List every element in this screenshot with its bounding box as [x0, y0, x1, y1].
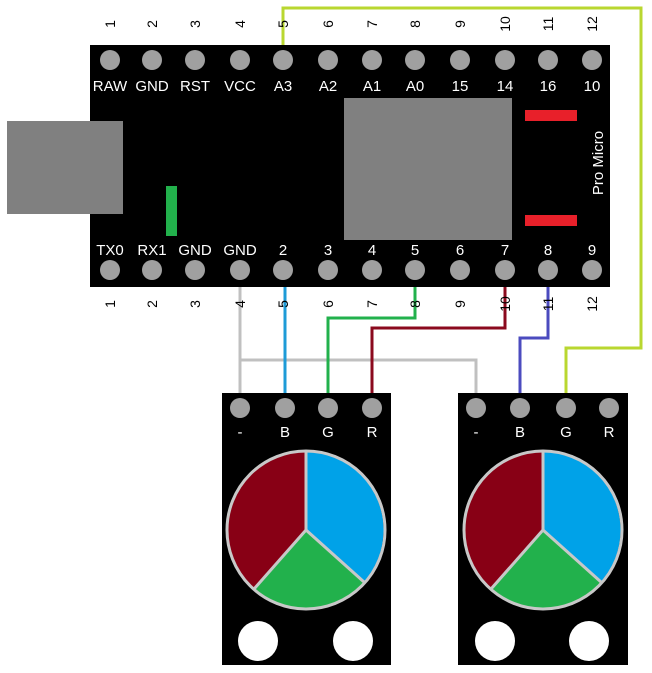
bottom-pin-label-3: GND	[178, 242, 212, 259]
top-pin-3	[185, 50, 205, 70]
top-pin-label-9: 15	[451, 78, 469, 95]
usb-connector	[7, 121, 123, 214]
top-pin-label-10: 14	[496, 78, 514, 95]
bottom-pin-number-6: 6	[320, 300, 336, 308]
bottom-pin-number-11: 11	[540, 296, 556, 312]
top-pin-label-12: 10	[583, 78, 601, 95]
jumper-pad	[166, 186, 177, 236]
top-pin-label-3: RST	[180, 78, 210, 95]
bottom-pin-label-1: TX0	[96, 242, 124, 259]
top-pin-2	[142, 50, 162, 70]
top-pin-number-10: 10	[497, 16, 513, 32]
wire-pin7-to-module1-r	[372, 270, 505, 408]
top-pin-11	[538, 50, 558, 70]
bottom-pin-label-10: 7	[500, 242, 510, 259]
bottom-pin-8	[405, 260, 425, 280]
top-pin-4	[230, 50, 250, 70]
microcontroller-chip	[344, 98, 512, 240]
bottom-pin-number-12: 12	[584, 296, 600, 312]
top-pin-6	[318, 50, 338, 70]
bottom-pin-9	[450, 260, 470, 280]
bottom-pin-6	[318, 260, 338, 280]
module-2-pin-minus	[466, 398, 486, 418]
module-2-rgb-led	[464, 451, 622, 609]
module-1-pin-minus	[230, 398, 250, 418]
module-1-label-g: G	[322, 424, 334, 441]
top-pin-label-1: RAW	[92, 78, 128, 95]
top-pin-number-12: 12	[584, 16, 600, 32]
top-pin-number-9: 9	[452, 20, 468, 28]
board-name: Pro Micro	[590, 130, 607, 196]
top-pin-number-2: 2	[144, 20, 160, 28]
bottom-pin-label-5: 2	[278, 242, 288, 259]
module-2-mount-hole-right	[569, 621, 609, 661]
bottom-pin-number-3: 3	[187, 300, 203, 308]
pro-micro-board	[7, 45, 610, 287]
bottom-pin-number-4: 4	[232, 300, 248, 308]
top-pin-12	[582, 50, 602, 70]
top-pin-number-3: 3	[187, 20, 203, 28]
top-pin-10	[495, 50, 515, 70]
module-1-label-b: B	[279, 424, 291, 441]
led-indicator-top	[525, 110, 577, 121]
module-2-label-r: R	[603, 424, 615, 441]
bottom-pin-label-4: GND	[223, 242, 257, 259]
module-2-label-minus: -	[473, 424, 479, 441]
rgb-module-2	[458, 393, 628, 665]
bottom-pin-label-12: 9	[587, 242, 597, 259]
rgb-module-1	[222, 393, 391, 665]
top-pin-label-8: A0	[405, 78, 425, 95]
bottom-pin-number-10: 10	[497, 296, 513, 312]
bottom-pin-label-8: 5	[410, 242, 420, 259]
bottom-pin-label-9: 6	[455, 242, 465, 259]
module-1-pin-r	[362, 398, 382, 418]
top-pin-label-2: GND	[135, 78, 169, 95]
bottom-pin-number-7: 7	[364, 300, 380, 308]
top-pin-number-1: 1	[102, 20, 118, 28]
bottom-pin-number-1: 1	[102, 300, 118, 308]
module-2-pin-b	[510, 398, 530, 418]
bottom-pin-number-2: 2	[144, 300, 160, 308]
module-1-mount-hole-right	[333, 621, 373, 661]
bottom-pin-4	[230, 260, 250, 280]
top-pin-9	[450, 50, 470, 70]
module-2-pin-r	[599, 398, 619, 418]
bottom-pin-1	[100, 260, 120, 280]
bottom-pin-5	[273, 260, 293, 280]
module-2-pin-g	[556, 398, 576, 418]
module-1-pin-g	[318, 398, 338, 418]
module-1-label-minus: -	[237, 424, 243, 441]
top-pin-8	[405, 50, 425, 70]
module-1-mount-hole-left	[238, 621, 278, 661]
top-pin-numbers	[102, 16, 600, 32]
bottom-pin-12	[582, 260, 602, 280]
top-pin-label-5: A3	[273, 78, 293, 95]
top-pin-number-5: 5	[275, 20, 291, 28]
bottom-pin-label-6: 3	[323, 242, 333, 259]
module-1-pin-b	[275, 398, 295, 418]
bottom-pin-number-9: 9	[452, 300, 468, 308]
bottom-pin-label-11: 8	[543, 242, 553, 259]
module-2-label-g: G	[560, 424, 572, 441]
top-pin-1	[100, 50, 120, 70]
top-pin-label-6: A2	[318, 78, 338, 95]
bottom-pin-number-5: 5	[275, 300, 291, 308]
top-pin-5	[273, 50, 293, 70]
module-1-rgb-led	[227, 451, 385, 609]
bottom-pin-2	[142, 260, 162, 280]
bottom-pin-7	[362, 260, 382, 280]
top-pin-label-7: A1	[362, 78, 382, 95]
top-pin-number-11: 11	[540, 16, 556, 32]
bottom-pin-label-2: RX1	[137, 242, 167, 259]
top-pin-number-7: 7	[364, 20, 380, 28]
wire-pin8-to-module2-b	[520, 270, 548, 408]
top-pin-label-11: 16	[539, 78, 557, 95]
top-pin-7	[362, 50, 382, 70]
bottom-pin-3	[185, 260, 205, 280]
bottom-pin-10	[495, 260, 515, 280]
module-2-label-b: B	[514, 424, 526, 441]
module-2-mount-hole-left	[475, 621, 515, 661]
bottom-pin-numbers	[102, 296, 600, 312]
bottom-pin-label-7: 4	[367, 242, 377, 259]
top-pin-number-4: 4	[232, 20, 248, 28]
top-pin-number-8: 8	[407, 20, 423, 28]
top-pin-label-4: VCC	[224, 78, 256, 95]
led-indicator-bottom	[525, 215, 577, 226]
bottom-pin-number-8: 8	[407, 300, 423, 308]
module-1-label-r: R	[366, 424, 378, 441]
bottom-pin-11	[538, 260, 558, 280]
top-pin-number-6: 6	[320, 20, 336, 28]
